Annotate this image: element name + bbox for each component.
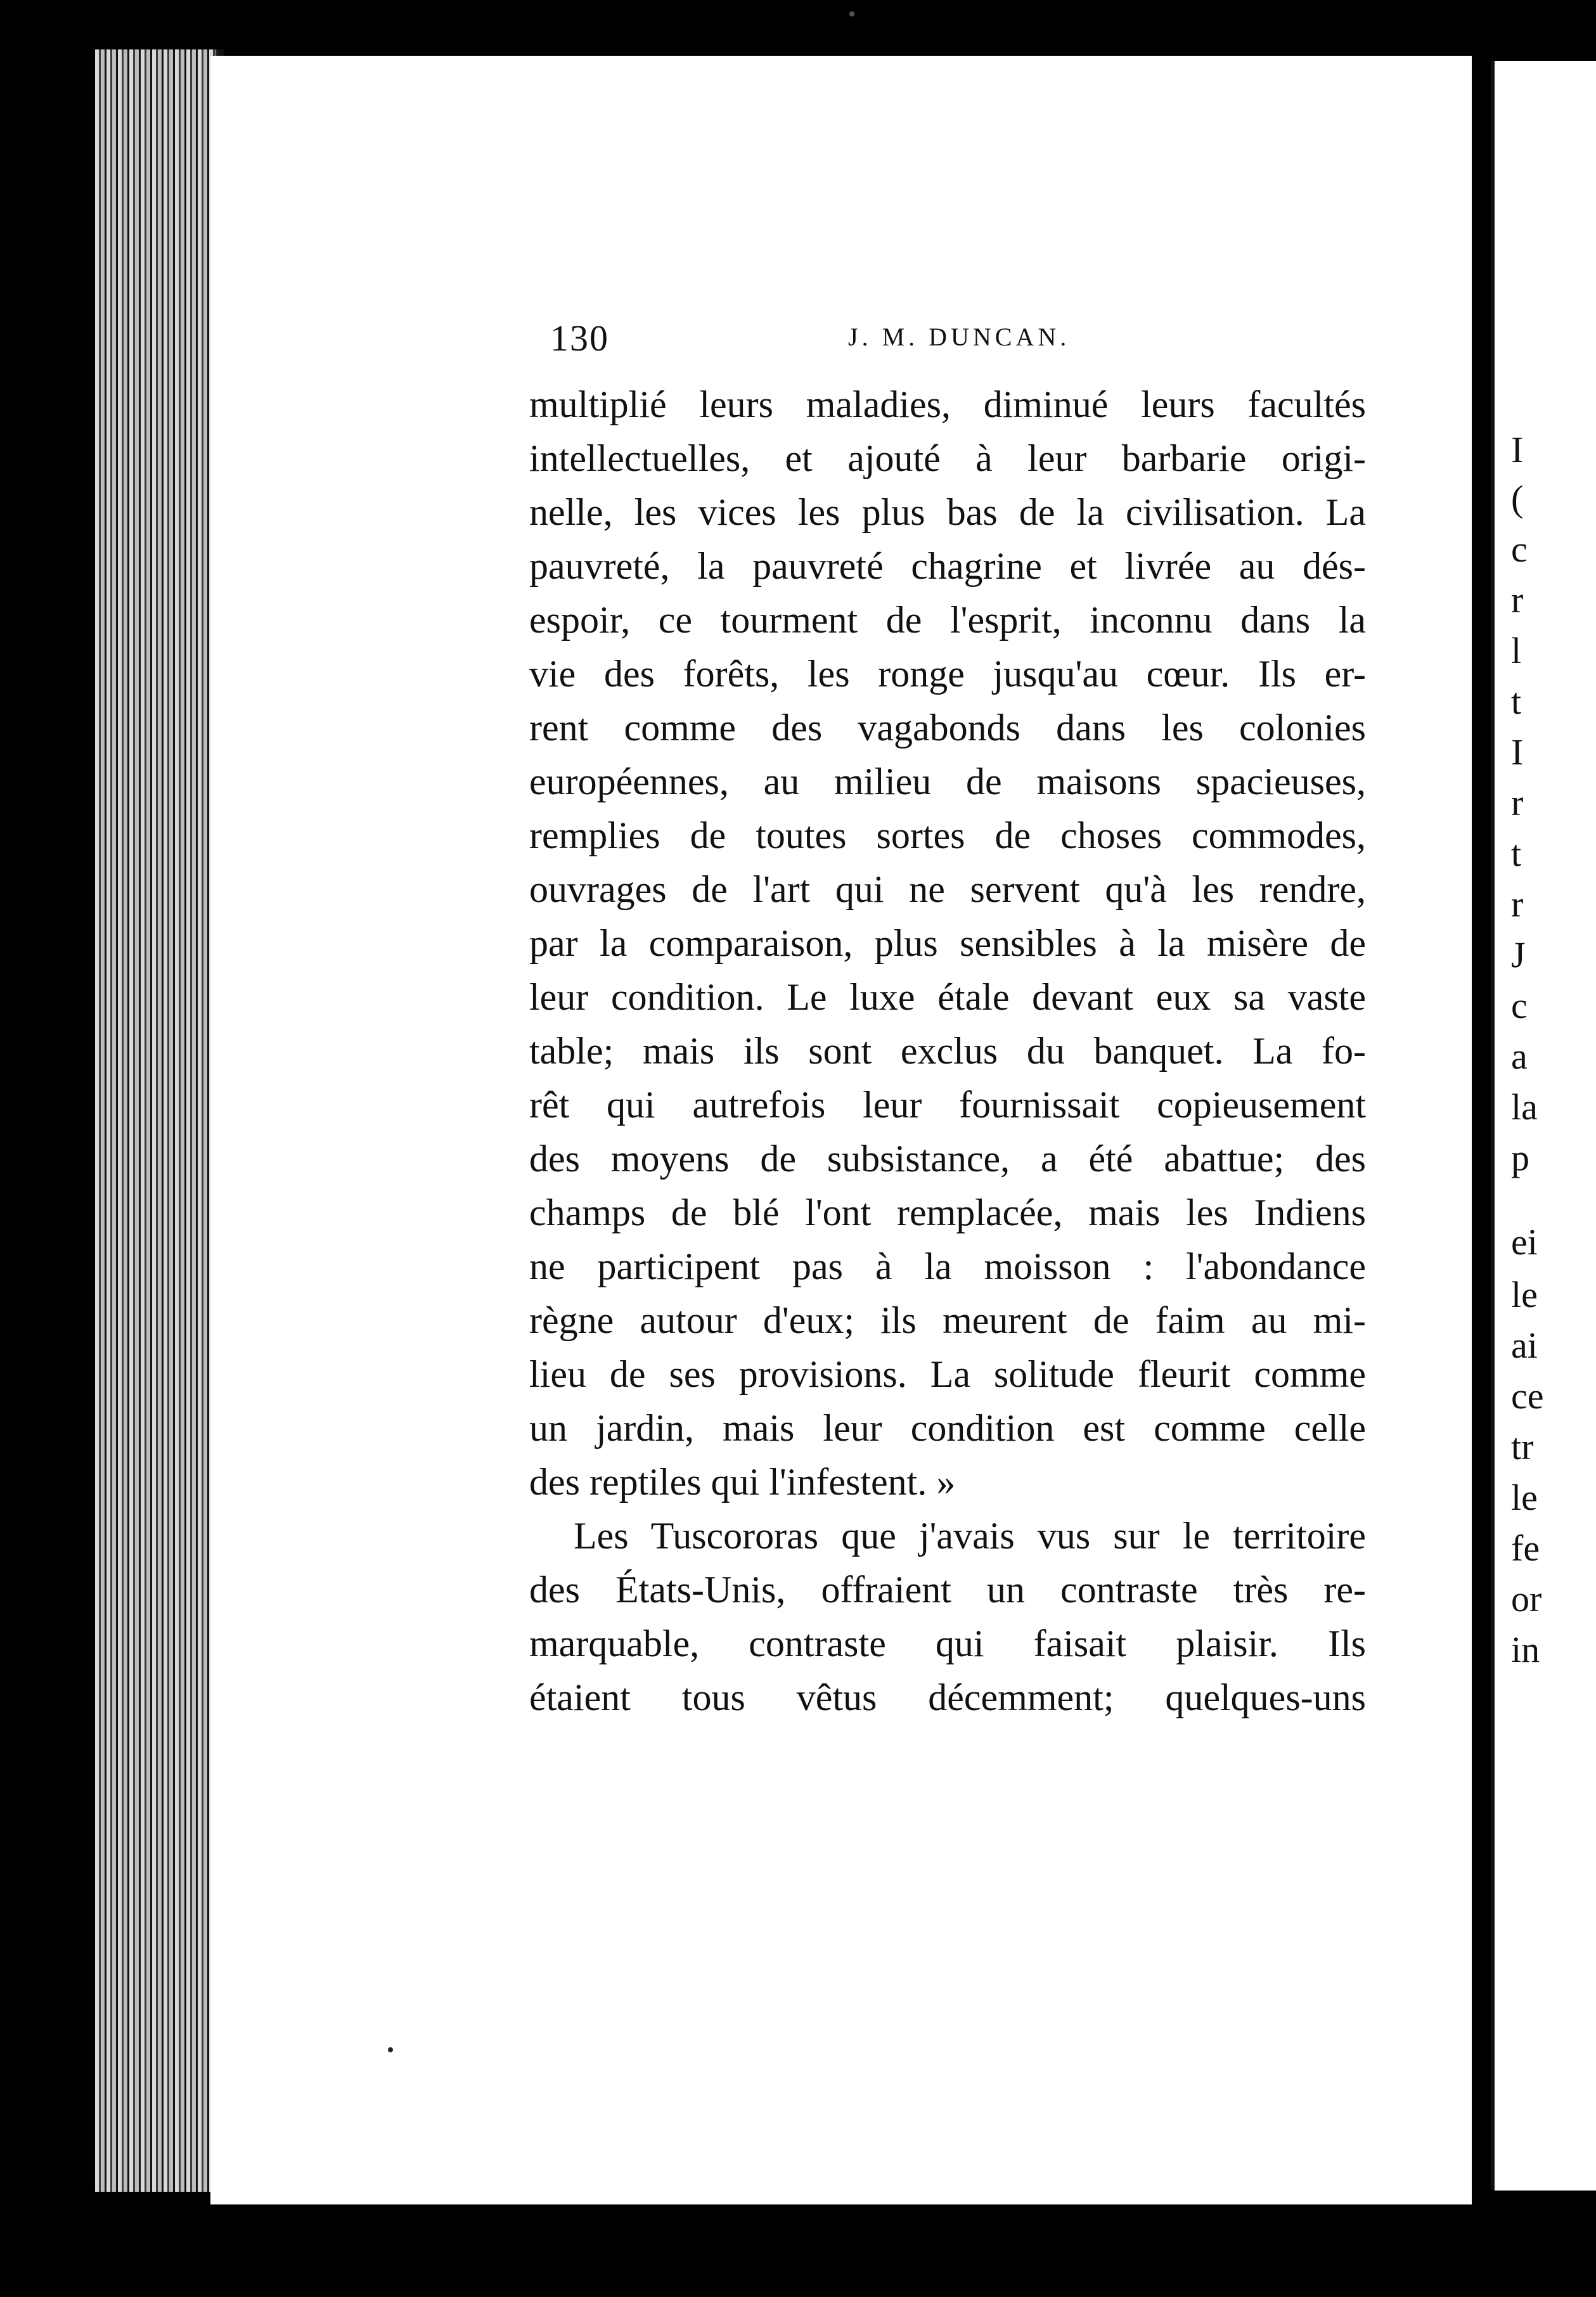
facing-page-fragment: I bbox=[1511, 429, 1524, 470]
facing-page-fragment: c bbox=[1511, 529, 1528, 570]
text-line: rêt qui autrefois leur fournissait copieusement bbox=[529, 1084, 1366, 1126]
text-line: table; mais ils sont exclus du banquet. La fo- bbox=[529, 1030, 1366, 1072]
facing-page-fragment: ce bbox=[1511, 1375, 1544, 1417]
text-line: ne participent pas à la moisson : l'abondance bbox=[529, 1245, 1366, 1287]
text-line: marquable, contraste qui faisait plaisir. Ils bbox=[529, 1623, 1366, 1664]
text-line: champs de blé l'ont remplacée, mais les Indiens bbox=[529, 1192, 1366, 1233]
facing-page-fragment: r bbox=[1511, 782, 1524, 823]
facing-page-fragment: le bbox=[1511, 1477, 1538, 1518]
facing-page-fragment: t bbox=[1511, 681, 1522, 722]
text-line: espoir, ce tourment de l'esprit, inconnu dans la bbox=[529, 599, 1366, 641]
text-line: rent comme des vagabonds dans les colonies bbox=[529, 707, 1366, 749]
facing-page-fragment: tr bbox=[1511, 1426, 1534, 1467]
facing-page-fragment: t bbox=[1511, 833, 1522, 874]
running-head bbox=[550, 317, 1368, 361]
text-line: remplies de toutes sortes de choses commodes, bbox=[529, 814, 1366, 856]
scan-speck bbox=[849, 11, 854, 16]
header-title: J. M. DUNCAN. bbox=[848, 323, 1071, 351]
page-number: 130 bbox=[550, 318, 609, 359]
facing-page-fragment: r bbox=[1511, 884, 1524, 925]
text-line: européennes, au milieu de maisons spacieuses, bbox=[529, 761, 1366, 802]
facing-page-fragment: r bbox=[1511, 579, 1524, 621]
facing-page-fragment: ai bbox=[1511, 1325, 1538, 1366]
facing-page-fragment: fe bbox=[1511, 1528, 1540, 1569]
facing-page-fragment: ( bbox=[1511, 478, 1524, 519]
text-line: nelle, les vices les plus bas de la civilisation. La bbox=[529, 491, 1366, 533]
text-line: des reptiles qui l'infestent. » bbox=[529, 1461, 956, 1503]
text-line: leur condition. Le luxe étale devant eux sa vaste bbox=[529, 976, 1366, 1018]
scan-speck bbox=[388, 2047, 393, 2052]
text-line: intellectuelles, et ajouté à leur barbarie origi- bbox=[529, 437, 1366, 479]
text-line: multiplié leurs maladies, diminué leurs facultés bbox=[529, 383, 1366, 425]
facing-page-fragment: a bbox=[1511, 1036, 1528, 1077]
facing-page-fragment: c bbox=[1511, 985, 1528, 1026]
facing-page-fragment: p bbox=[1511, 1137, 1529, 1178]
text-line: des moyens de subsistance, a été abattue; des bbox=[529, 1138, 1366, 1180]
facing-page-fragment: J bbox=[1511, 934, 1526, 975]
facing-page-fragment: le bbox=[1511, 1274, 1538, 1315]
text-line: pauvreté, la pauvreté chagrine et livrée au dés- bbox=[529, 545, 1366, 587]
facing-page-fragment: l bbox=[1511, 630, 1522, 671]
text-line: des États-Unis, offraient un contraste très re- bbox=[529, 1569, 1366, 1611]
text-line: lieu de ses provisions. La solitude fleurit comme bbox=[529, 1353, 1366, 1395]
text-line: règne autour d'eux; ils meurent de faim au mi- bbox=[529, 1299, 1366, 1341]
facing-page-edge bbox=[1491, 61, 1596, 2191]
body-text bbox=[529, 378, 1366, 1725]
text-line: ouvrages de l'art qui ne servent qu'à les rendre, bbox=[529, 868, 1366, 910]
facing-page-fragment: or bbox=[1511, 1578, 1542, 1619]
facing-page-fragment: in bbox=[1511, 1629, 1540, 1670]
facing-page-fragment: la bbox=[1511, 1086, 1538, 1128]
text-line: un jardin, mais leur condition est comme celle bbox=[529, 1407, 1366, 1449]
text-line: vie des forêts, les ronge jusqu'au cœur. Ils er- bbox=[529, 653, 1366, 695]
facing-page-fragment: ei bbox=[1511, 1221, 1538, 1263]
book-page-edges bbox=[95, 49, 218, 2192]
text-line: par la comparaison, plus sensibles à la misère de bbox=[529, 922, 1366, 964]
text-line: étaient tous vêtus décemment; quelques-uns bbox=[529, 1676, 1366, 1718]
paragraph-start-line: Les Tuscororas que j'avais vus sur le territoire bbox=[574, 1515, 1366, 1557]
facing-page-fragment: I bbox=[1511, 731, 1524, 773]
